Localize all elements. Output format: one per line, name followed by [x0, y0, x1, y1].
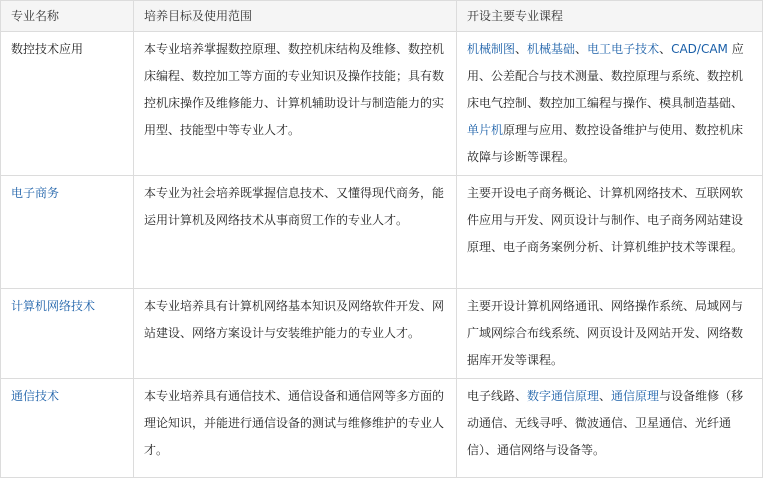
course-link-single-chip[interactable]: 单片机: [467, 123, 504, 137]
course-link-mechanical-basics[interactable]: 机械基础: [527, 42, 576, 56]
table-row: [1, 289, 763, 379]
table-header-row: [1, 1, 763, 32]
course-text: 电子线路、: [467, 389, 528, 403]
course-link-digital-comm-principle[interactable]: 数字通信原理: [527, 389, 600, 403]
course-text: 应用、公差配合与技术测量、数控原理与系统、数控机床电气控制、数控加工编程与操作、模具制造基础、: [467, 42, 744, 110]
header-goal: 培养目标及使用范围: [134, 1, 457, 32]
major-courses-telecom: [457, 379, 763, 478]
major-name-network[interactable]: 计算机网络技术: [1, 289, 134, 379]
separator: 、: [515, 42, 528, 56]
course-link-mechanical-drawing[interactable]: 机械制图: [467, 42, 516, 56]
separator: 、: [575, 42, 588, 56]
major-name-cnc: 数控技术应用: [1, 32, 134, 176]
major-goal-telecom: 本专业培养具有通信技术、通信设备和通信网等多方面的理论知识，并能进行通信设备的测试与维修维护的专业人才。: [134, 379, 457, 478]
header-major-name: 专业名称: [1, 1, 134, 32]
major-courses-network: 主要开设计算机网络通讯、网络操作系统、局域网与广域网综合布线系统、网页设计及网站开发、网络数据库开发等课程。: [457, 289, 763, 379]
major-name-telecom[interactable]: 通信技术: [1, 379, 134, 478]
course-text: 原理与应用、数控设备维护与使用、数控机床故障与诊断等课程。: [467, 123, 744, 164]
table-row: [1, 176, 763, 289]
major-courses-ecommerce: 主要开设电子商务概论、计算机网络技术、互联网软件应用与开发、网页设计与制作、电子商务网站建设原理、电子商务案例分析、计算机维护技术等课程。: [457, 176, 763, 289]
separator: 、: [659, 42, 672, 56]
header-courses: 开设主要专业课程: [457, 1, 763, 32]
course-link-electrical-electronics[interactable]: 电工电子技术: [587, 42, 660, 56]
course-text: 与设备维修（移动通信、无线寻呼、微波通信、卫星通信、光纤通信）、通信网络与设备等。: [467, 389, 744, 457]
course-link-comm-principle[interactable]: 通信原理: [611, 389, 660, 403]
major-goal-cnc: 本专业培养掌握数控原理、数控机床结构及维修、数控机床编程、数控加工等方面的专业知识及操作技能；具有数控机床操作及维修能力、计算机辅助设计与制造能力的实用型、技能型中等专业人才。: [134, 32, 457, 176]
course-link-cad-cam[interactable]: CAD/CAM: [671, 42, 728, 56]
table-row: [1, 379, 763, 478]
major-name-ecommerce[interactable]: 电子商务: [1, 176, 134, 289]
separator: 、: [599, 389, 612, 403]
major-goal-ecommerce: 本专业为社会培养既掌握信息技术、又懂得现代商务，能运用计算机及网络技术从事商贸工作的专业人才。: [134, 176, 457, 289]
table-row: [1, 32, 763, 176]
major-goal-network: 本专业培养具有计算机网络基本知识及网络软件开发、网站建设、网络方案设计与安装维护能力的专业人才。: [134, 289, 457, 379]
major-courses-cnc: [457, 32, 763, 176]
